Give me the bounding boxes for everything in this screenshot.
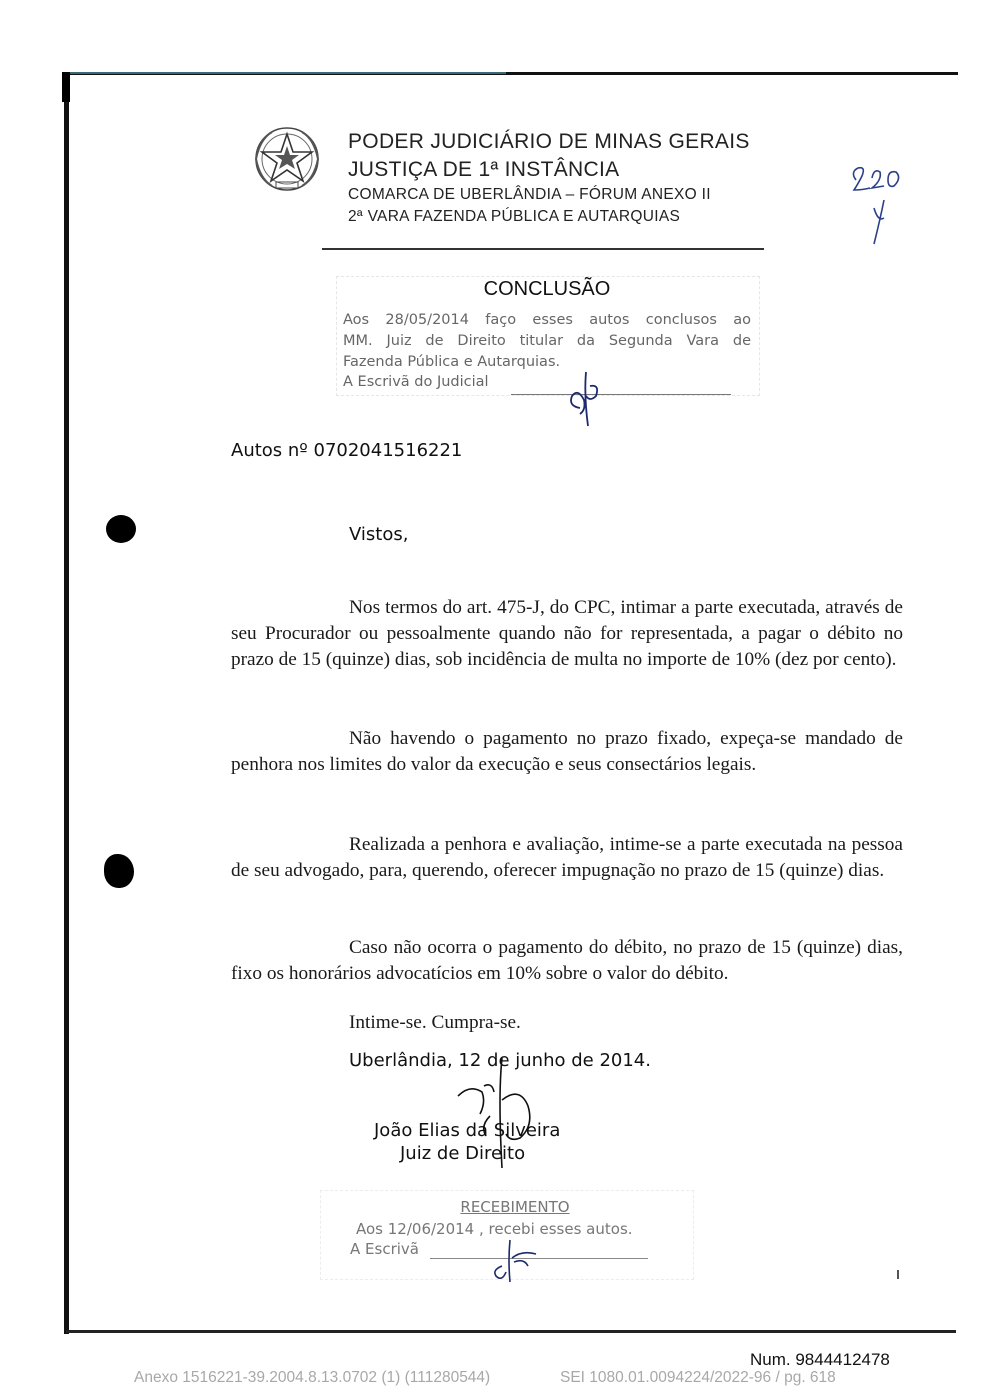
margin-tick (897, 1270, 899, 1279)
conclusao-title: CONCLUSÃO (483, 278, 611, 300)
recebimento-clerk-label: A Escrivã (350, 1240, 419, 1258)
date-line: Uberlândia, 12 de junho de 2014. (349, 1050, 651, 1071)
judge-title: Juiz de Direito (400, 1143, 526, 1164)
clerk-signature-icon (560, 366, 610, 430)
header-instance: JUSTIÇA DE 1ª INSTÂNCIA (348, 158, 620, 181)
header-divider (322, 248, 764, 250)
recebimento-signature-icon (488, 1236, 540, 1284)
recebimento-title: RECEBIMENTO (460, 1198, 570, 1216)
punch-hole-bottom (104, 854, 134, 888)
recebimento-line-1: Aos 12/06/2014 , recebi esses autos. (356, 1220, 633, 1238)
conclusao-line-1: Aos 28/05/2014 faço esses autos conclusos ao (343, 312, 751, 328)
scan-border-corner (62, 72, 70, 102)
paragraph-2-text: Não havendo o pagamento no prazo fixado, expeça-se mandado de penhora nos limites do valor da execução e seus consectários legais. (231, 728, 903, 775)
scan-border-top-tint (66, 72, 506, 74)
footer-annex-reference: Anexo 1516221-39.2004.8.13.0702 (1) (111280544) (134, 1369, 491, 1386)
paragraph-3 (231, 832, 903, 884)
paragraph-1 (231, 595, 903, 673)
greeting: Vistos, (349, 524, 409, 545)
conclusao-line-2: MM. Juiz de Direito titular da Segunda Vara de (343, 333, 751, 349)
judge-signature-icon (450, 1056, 550, 1168)
case-number: Autos nº 0702041516221 (231, 440, 463, 461)
conclusao-signature-line (511, 394, 731, 395)
conclusao-line-3: Fazenda Pública e Autarquias. (343, 354, 561, 370)
header-district: COMARCA DE UBERLÂNDIA – FÓRUM ANEXO II (348, 186, 711, 203)
punch-hole-top (106, 515, 136, 543)
scan-border-bottom (66, 1330, 956, 1333)
paragraph-1-text: Nos termos do art. 475-J, do CPC, intimar a parte executada, através de seu Procurador ou pessoalmente quando não for representada, a pagar o débito no prazo de 15 (quinze) dias, sob incidência de multa no importe de 10% (dez por cento). (231, 597, 903, 670)
folio-handwritten-mark-icon (844, 160, 914, 250)
footer-sei-reference: SEI 1080.01.0094224/2022-96 / pg. 618 (560, 1369, 836, 1386)
paragraph-4-text: Caso não ocorra o pagamento do débito, no prazo de 15 (quinze) dias, fixo os honorários advocatícios em 10% sobre o valor do débito. (231, 937, 903, 984)
paragraph-4 (231, 935, 903, 987)
scan-border-left (64, 72, 69, 1334)
judge-name: João Elias da Silveira (374, 1120, 561, 1141)
closing-order: Intime-se. Cumpra-se. (349, 1012, 521, 1033)
coat-of-arms-seal-icon (250, 124, 324, 194)
paragraph-3-text: Realizada a penhora e avaliação, intime-se a parte executada na pessoa de seu advogado, para, querendo, oferecer impugnação no prazo de 15 (quinze) dias. (231, 834, 903, 881)
conclusao-clerk-label: A Escrivã do Judicial (343, 374, 489, 390)
document-number: Num. 9844412478 (750, 1350, 890, 1369)
paragraph-2 (231, 726, 903, 778)
header-court-name: PODER JUDICIÁRIO DE MINAS GERAIS (348, 130, 750, 153)
header-court-division: 2ª VARA FAZENDA PÚBLICA E AUTARQUIAS (348, 208, 681, 225)
